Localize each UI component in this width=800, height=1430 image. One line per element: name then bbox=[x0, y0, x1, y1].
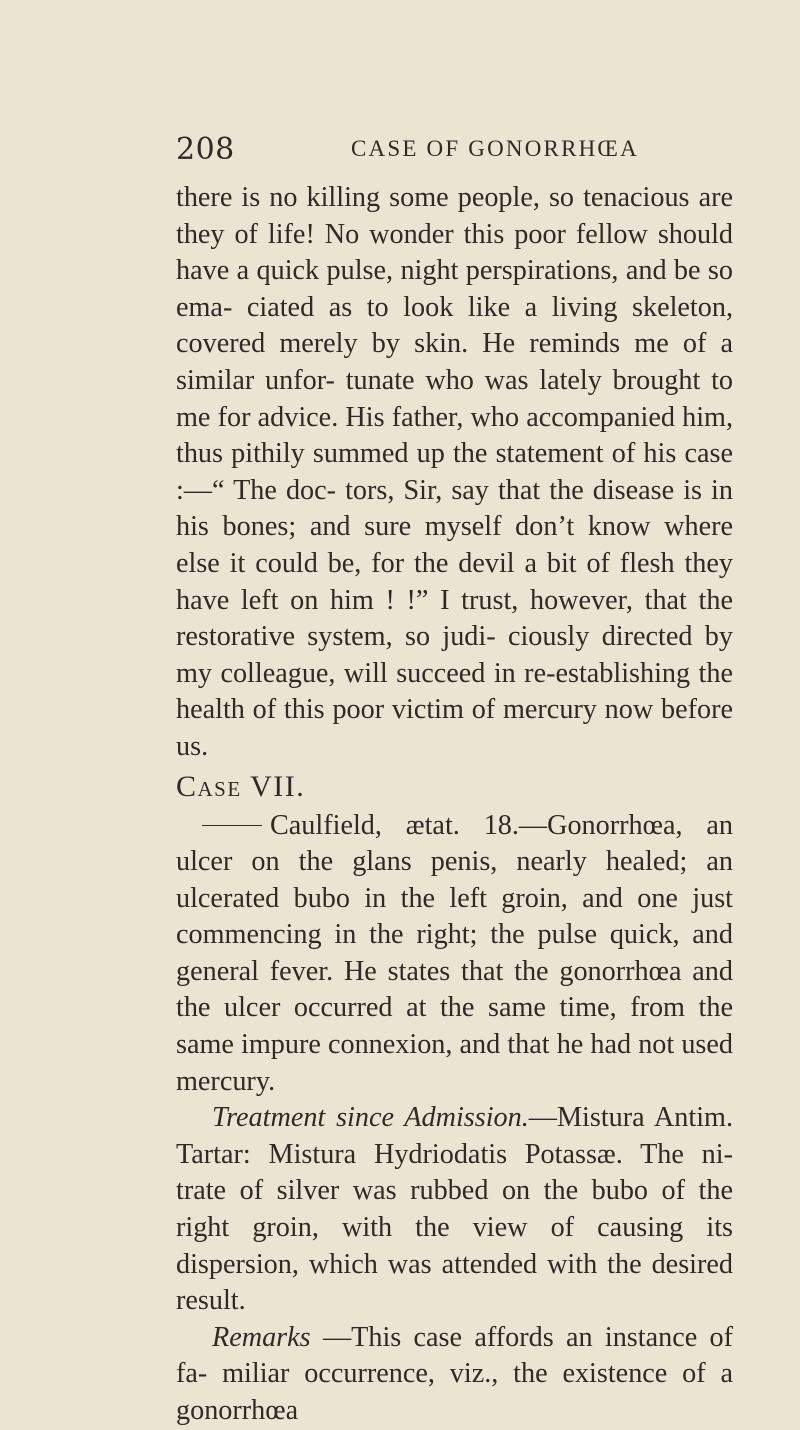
case-heading-rest: ase VII. bbox=[197, 769, 306, 803]
treatment-label: Treatment since Admission. bbox=[212, 1102, 529, 1134]
remarks-label: Remarks bbox=[212, 1321, 311, 1353]
paragraph-2-text: Caulfield, ætat. 18.—Gonorrhœa, an ulcer on the glans penis, nearly healed; an ulcerated bubo in the left groin, and one just commencing in the right; the pulse quick, and general fever. He states that the gonorrhœa and the ulcer occurred at the same time, from the same impure connexion, and that he had not used mercury. bbox=[176, 809, 733, 1097]
paragraph-3-text: —Mistura Antim. Tartar: Mistura Hydriodatis Potassæ. The ni- trate of silver was rubbed on the bubo of the right groin, with the view of causing its dispersion, which was attended with the desired result. bbox=[176, 1102, 734, 1317]
paragraph-4 bbox=[176, 1320, 733, 1430]
paragraph-4-text: —This case affords an instance of fa- miliar occurrence, viz., the existence of a gonorrhœa bbox=[176, 1321, 733, 1426]
running-head-title: CASE OF GONORRHŒA bbox=[351, 136, 639, 161]
paragraph-3 bbox=[176, 1100, 733, 1320]
paragraph-1: there is no killing some people, so tenacious are they of life! No wonder this poor fellow should have a quick pulse, night perspirations, and be so ema- ciated as to look like a living skeleton, covered merely by skin. He reminds me of a similar unfor- tunate who was lately brought to me for advice. His father, who accompanied him, thus pithily summed up the statement of his case :—“ The doc- tors, Sir, say that the disease is in his bones; and sure myself don’t know where else it could be, for the devil a bit of flesh they have left on him ! !” I trust, however, that the restorative system, so judi- ciously directed by my colleague, will succeed in re-establishing the health of this poor victim of mercury now before us. bbox=[176, 182, 733, 762]
name-omission-rule bbox=[202, 825, 262, 826]
body-text bbox=[176, 180, 733, 1430]
case-heading bbox=[176, 766, 733, 808]
running-head bbox=[176, 132, 733, 172]
paragraph-2 bbox=[176, 808, 733, 1101]
page-number: 208 bbox=[176, 132, 235, 167]
case-heading-initial: C bbox=[176, 769, 198, 803]
